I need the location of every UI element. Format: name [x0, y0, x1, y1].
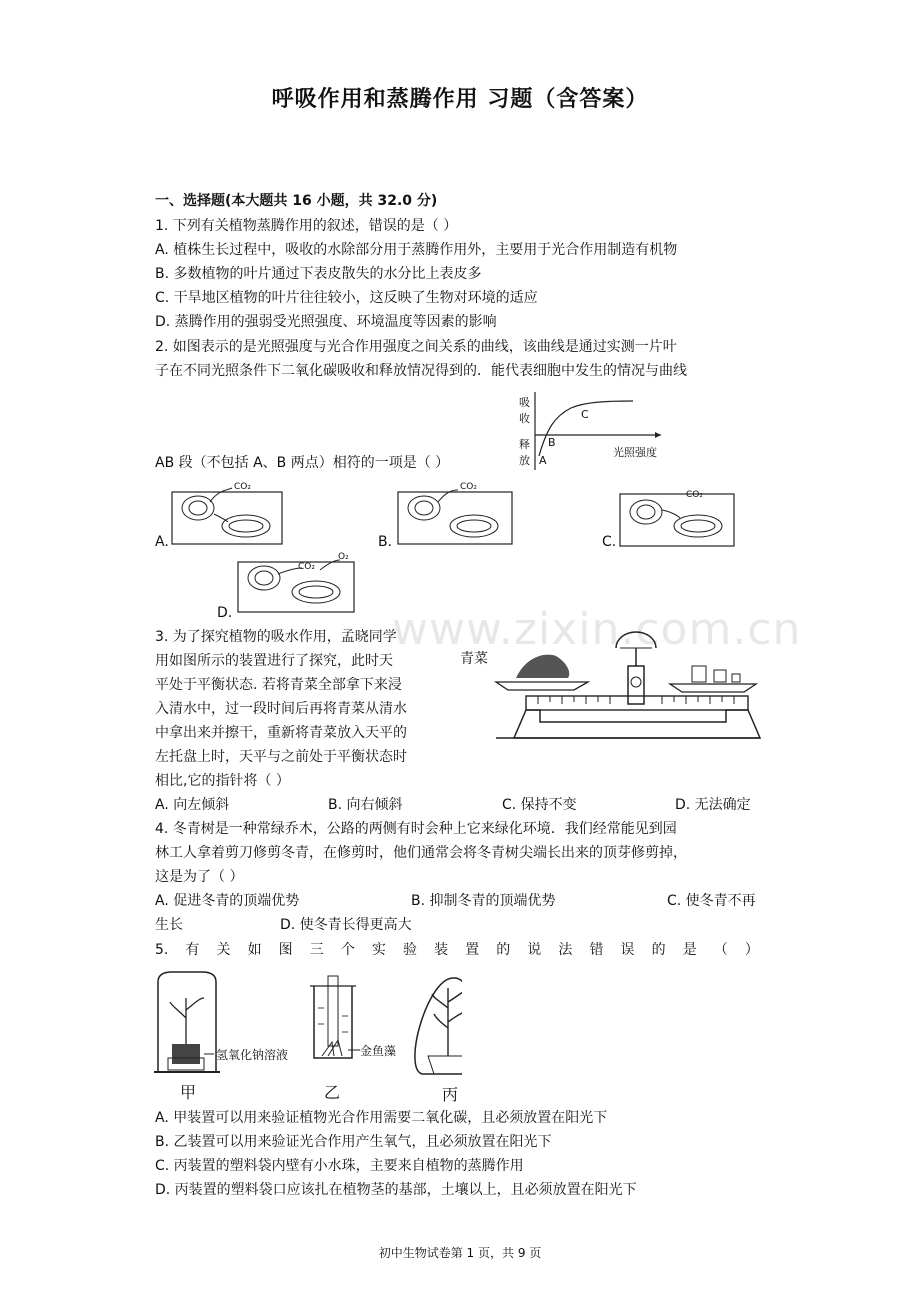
q2-option-b-cell-diagram: [396, 484, 514, 546]
q3-option-a: A. 向左倾斜: [155, 797, 230, 813]
q5-experiment-figures: [152, 968, 462, 1108]
q4-stem-line3: 这是为了（ ）: [155, 869, 244, 885]
q1-option-b: B. 多数植物的叶片通过下表皮散失的水分比上表皮多: [155, 266, 482, 282]
q5-stem-char: 法: [558, 942, 573, 958]
q5-option-a: A. 甲装置可以用来验证植物光合作用需要二氧化碳，且必须放置在阳光下: [155, 1110, 608, 1126]
q5-stem-char: 图: [278, 942, 293, 958]
q5-stem-char: 的: [496, 942, 511, 958]
q5-stem-char: 如: [247, 942, 262, 958]
o2-label: O₂: [338, 552, 349, 562]
q2-option-a-label: A.: [155, 534, 169, 550]
q3-balance-scale-figure: [456, 626, 766, 752]
watermark: www.zixin.com.cn: [392, 604, 802, 655]
co2-label: CO₂: [686, 490, 703, 500]
q2-stem-line3: AB 段（不包括 A、B 两点）相符的一项是（ ）: [155, 455, 450, 471]
q5-stem-char: 个: [340, 942, 355, 958]
q5-stem-char: 的: [651, 942, 666, 958]
q5-stem-char: 置: [465, 942, 480, 958]
graph-point-a: A: [539, 454, 547, 467]
q1-option-d: D. 蒸腾作用的强弱受光照强度、环境温度等因素的影响: [155, 314, 497, 330]
q2-option-a-cell-diagram: [170, 484, 284, 546]
figure-yi-label: 乙: [324, 1083, 341, 1102]
figure-jia-label: 甲: [180, 1083, 197, 1102]
q3-stem-line3: 平处于平衡状态. 若将青菜全部拿下来浸: [155, 677, 402, 693]
graph-point-b: B: [548, 436, 556, 449]
q5-stem-char: 说: [527, 942, 542, 958]
q5-stem-char: 关: [216, 942, 231, 958]
q5-stem-char: 有: [185, 942, 200, 958]
q3-option-d: D. 无法确定: [675, 797, 751, 813]
page-footer: 初中生物试卷第 1 页，共 9 页: [378, 1246, 542, 1260]
q5-stem-char: 错: [589, 942, 604, 958]
section-heading: 一、选择题(本大题共 16 小题，共 32.0 分): [155, 193, 438, 209]
q5-stem: [155, 940, 759, 960]
q4-option-d: D. 使冬青长得更高大: [280, 917, 412, 933]
q3-stem-line6: 左托盘上时，天平与之前处于平衡状态时: [155, 749, 407, 765]
q2-option-c-cell-diagram: [618, 488, 736, 548]
co2-label: CO₂: [460, 482, 477, 492]
graph-point-c: C: [581, 408, 589, 421]
q4-option-b: B. 抑制冬青的顶端优势: [411, 893, 556, 909]
q3-stem-line5: 中拿出来并擦干，重新将青菜放入天平的: [155, 725, 407, 741]
q5-stem-char: 验: [402, 942, 417, 958]
graph-ylabel-absorb-2: 收: [519, 412, 530, 425]
q4-stem-line2: 林工人拿着剪刀修剪冬青，在修剪时，他们通常会将冬青树尖端长出来的顶芽修剪掉，: [155, 845, 687, 861]
page-title: 呼吸作用和蒸腾作用 习题（含答案）: [271, 87, 649, 112]
co2-label: CO₂: [298, 562, 315, 572]
q5-stem-char: 三: [309, 942, 324, 958]
q3-stem-line4: 入清水中，过一段时间后再将青菜从清水: [155, 701, 407, 717]
q2-stem-line2: 子在不同光照条件下二氧化碳吸收和释放情况得到的．能代表细胞中发生的情况与曲线: [155, 363, 687, 379]
q4-stem-line1: 4. 冬青树是一种常绿乔木，公路的两侧有时会种上它来绿化环境．我们经常能见到园: [155, 821, 677, 837]
q1-option-a: A. 植株生长过程中，吸收的水除部分用于蒸腾作用外，主要用于光合作用制造有机物: [155, 242, 678, 258]
graph-xlabel: 光照强度: [613, 446, 657, 459]
q3-stem-line2: 用如图所示的装置进行了探究，此时天: [155, 653, 393, 669]
q5-stem-char: 实: [371, 942, 386, 958]
q5-option-c: C. 丙装置的塑料袋内壁有小水珠，主要来自植物的蒸腾作用: [155, 1158, 524, 1174]
q5-stem-char: 是: [682, 942, 697, 958]
q4-option-c-part2: 生长: [155, 917, 183, 933]
figure-bing-label: 丙: [442, 1085, 459, 1104]
q4-option-a: A. 促进冬青的顶端优势: [155, 893, 300, 909]
q5-stem-char: 装: [434, 942, 449, 958]
q2-option-c-label: C.: [602, 534, 617, 550]
q2-option-d-cell-diagram: [236, 552, 356, 614]
q1-option-c: C. 干旱地区植物的叶片往往较小，这反映了生物对环境的适应: [155, 290, 538, 306]
q3-option-c: C. 保持不变: [502, 797, 577, 813]
q5-stem-char: 误: [620, 942, 635, 958]
q5-stem-char: 5.: [155, 942, 169, 958]
q5-option-b: B. 乙装置可以用来验证光合作用产生氧气，且必须放置在阳光下: [155, 1134, 552, 1150]
q4-option-c-part1: C. 使冬青不再: [667, 893, 756, 909]
q3-stem-line7: 相比,它的指针将（ ）: [155, 773, 290, 789]
q5-stem-char: ）: [744, 942, 759, 958]
q2-option-b-label: B.: [378, 534, 393, 550]
graph-ylabel-release-2: 放: [519, 454, 530, 467]
graph-ylabel-release-1: 释: [519, 438, 530, 451]
graph-ylabel-absorb-1: 吸: [519, 396, 530, 409]
q2-stem-line1: 2. 如图表示的是光照强度与光合作用强度之间关系的曲线，该曲线是通过实测一片叶: [155, 339, 677, 355]
q1-stem: 1. 下列有关植物蒸腾作用的叙述，错误的是（ ）: [155, 218, 458, 234]
algae-label: 金鱼藻: [360, 1044, 397, 1058]
q5-option-d: D. 丙装置的塑料袋口应该扎在植物茎的基部，土壤以上，且必须放置在阳光下: [155, 1182, 637, 1198]
q3-option-b: B. 向右倾斜: [328, 797, 403, 813]
q3-vegetable-label: 青菜: [460, 651, 488, 667]
q2-option-d-label: D.: [217, 605, 233, 621]
q3-stem-line1: 3. 为了探究植物的吸水作用，孟晓同学: [155, 629, 397, 645]
q2-curve-graph: [515, 388, 665, 472]
q5-stem-char: （: [713, 942, 728, 958]
naoh-label: 氢氧化钠溶液: [216, 1048, 289, 1062]
co2-label: CO₂: [234, 482, 251, 492]
